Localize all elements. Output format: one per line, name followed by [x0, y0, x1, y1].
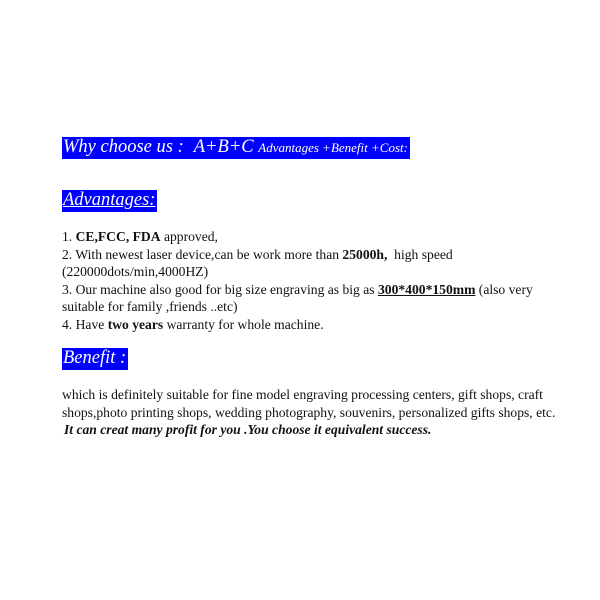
why-formula: A+B+C	[193, 137, 254, 157]
benefit-tagline: It can creat many profit for you .You choose it equivalent success.	[64, 422, 432, 437]
advantage-item-3: 3. Our machine also good for big size engraving as big as 300*400*150mm (also very suitable for family ,friends ..etc)	[62, 281, 533, 314]
benefit-text: which is definitely suitable for fine model engraving processing centers, gift shops, craft shops,photo printing shops, wedding photography, souvenirs, personalized gifts shops, etc.	[62, 387, 556, 420]
why-choose-us-title: Why choose us :	[63, 137, 184, 157]
advantage-item-4: 4. Have two years warranty for whole machine.	[62, 316, 324, 332]
advantage-item-2: 2. With newest laser device,can be work more than 25000h, high speed (220000dots/min,4000HZ)	[62, 246, 453, 279]
engraving-size: 300*400*150mm	[377, 281, 476, 297]
certifications: CE,FCC, FDA	[75, 229, 161, 244]
work-hours: 25000h,	[342, 246, 388, 262]
benefit-heading: Benefit :	[62, 348, 128, 370]
why-choose-us-heading	[62, 137, 410, 159]
benefit-section	[62, 386, 572, 439]
why-subtitle: Advantages +Benefit +Cost:	[258, 140, 408, 155]
advantages-list	[62, 228, 572, 333]
warranty-period: two years	[107, 316, 164, 332]
speed-spec: (220000dots/min,4000HZ)	[62, 264, 209, 279]
advantage-item-1: 1. CE,FCC, FDA approved,	[62, 229, 218, 244]
advantages-heading: Advantages:	[62, 190, 157, 212]
